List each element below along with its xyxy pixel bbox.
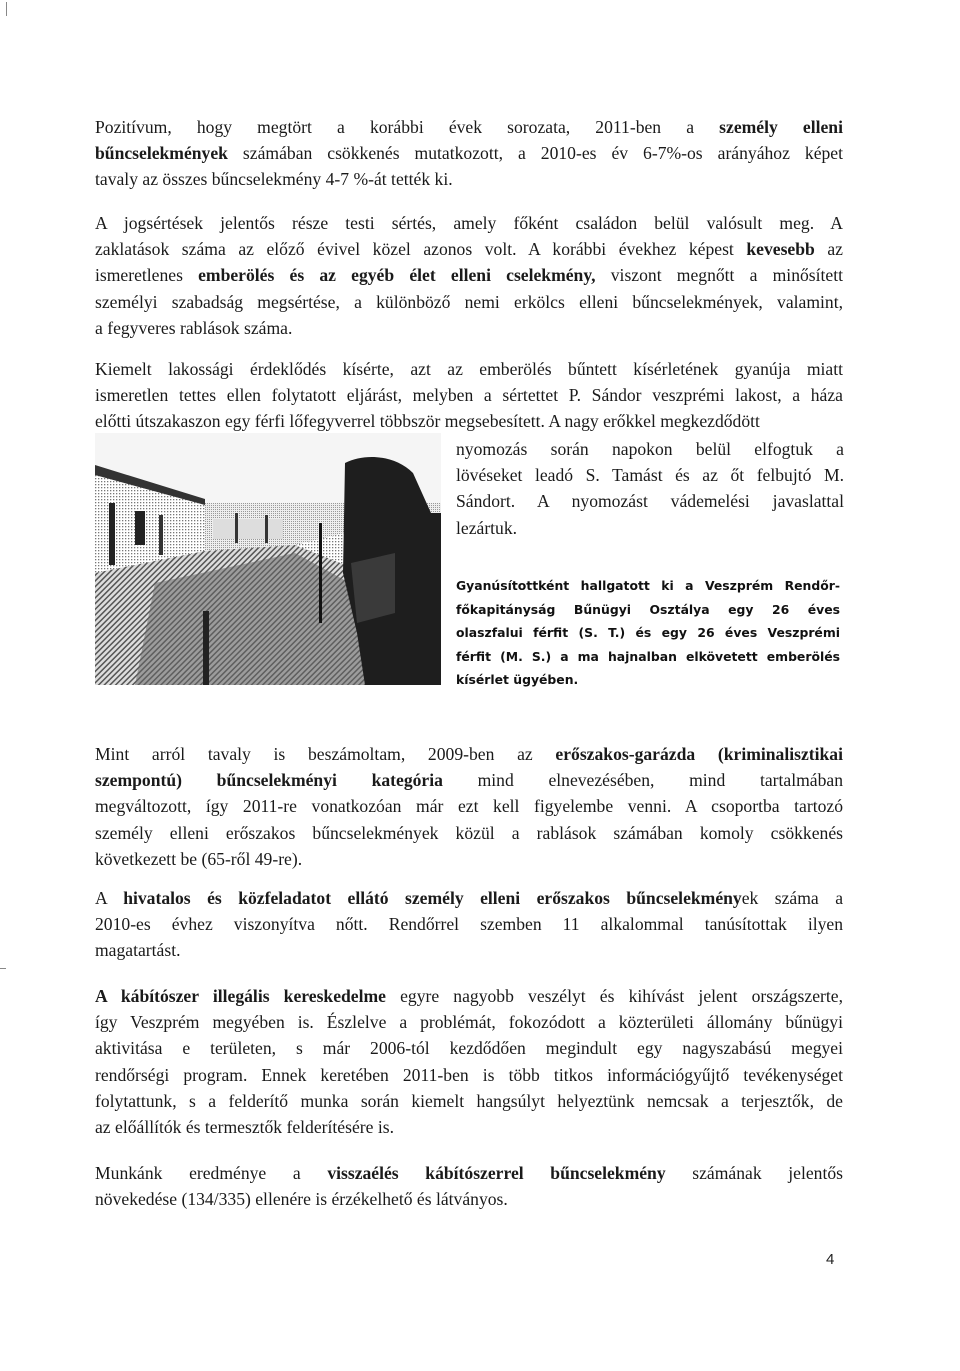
text-line: Kiemelt lakossági érdeklődés kísérte, azt az emberölés bűntett kísérletének gyanúja miatt (95, 359, 843, 379)
text-line: A hivatalos és közfeladatot ellátó személy elleni erőszakos bűncselekmények száma a (95, 888, 844, 908)
paragraph-2 (95, 210, 843, 341)
text-line: személy elleni erőszakos bűncselekmények közül a rablások számában komoly csökkenés (95, 822, 843, 843)
text-line: magatartást. (95, 940, 181, 961)
text-line: megváltozott, így 2011-re vonatkozóan már ezt kell figyelembe venni. A csoportba tartozó (95, 796, 843, 817)
text-line: aktivitása e területen, s már 2006-tól kezdődően megindult egy nagyszabású megyei (95, 1038, 843, 1059)
text-line: a fegyveres rablások száma. (95, 317, 293, 338)
text-line: Munkánk eredménye a visszaélés kábítószerrel bűncselekmény számának jelentős (95, 1163, 843, 1183)
text-line: ismeretlen tettes ellen folytatott eljárást, melyben a sértettet P. Sándor veszprémi lakost, a háza (95, 385, 843, 406)
text-line: nyomozás során napokon belül elfogtuk a (456, 439, 844, 459)
photo-caption (456, 574, 840, 692)
text-line: folytattunk, s a felderítő munka során kiemelt hangsúlyt helyeztünk nemcsak a terjesztők, de (95, 1090, 843, 1111)
text-line: következett be (65-ről 49-re). (95, 848, 303, 869)
text-line: növekedése (134/335) ellenére is érzékelhető és látványos. (95, 1189, 508, 1210)
paragraph-7 (95, 1160, 843, 1212)
text-line: előtti útszakaszon egy férfi lőfegyverrel többször megsebesített. A nagy erőkkel megkezdődött (95, 411, 760, 432)
caption-line: Gyanúsítottként hallgatott ki a Veszprém Rendőr- (456, 578, 840, 593)
paragraph-6 (95, 983, 843, 1140)
paragraph-1 (95, 114, 843, 193)
paragraph-3 (95, 356, 843, 435)
text-line: A jogsértések jelentős része testi sértés, amely főként családon belül valósult meg. A (95, 213, 843, 233)
bold-text: visszaélés kábítószerrel bűncselekmény (327, 1163, 666, 1183)
text-line: rendőrségi program. Ennek keretében 2011-ben is több titkos információgyűjtő tevékenységet (95, 1064, 843, 1085)
caption-line: kísérlet ügyében. (456, 672, 579, 688)
bold-text: erőszakos-garázda (kriminalisztikai (555, 744, 843, 764)
text-line: Pozitívum, hogy megtört a korábbi évek sorozata, 2011-ben a személy elleni (95, 117, 843, 137)
text-line: az előállítók és termesztők felderítésére is. (95, 1117, 394, 1138)
bold-text: bűncselekmények (95, 143, 228, 164)
text-line: bűncselekmények számában csökkenés mutatkozott, a 2010-es év 6-7%-os arányához képet (95, 143, 843, 164)
bold-text: hivatalos és közfeladatot ellátó személy elleni erőszakos bűncselekmény (123, 888, 742, 908)
paragraph-3-continued (456, 436, 844, 541)
caption-line: olaszfalui férfit (S. T.) és egy 26 éves Veszprémi (456, 625, 840, 641)
text-line: lövéseket leadó S. Tamást és az őt felbujtó M. (456, 465, 844, 486)
paragraph-5 (95, 885, 843, 964)
scan-edge-mark (0, 968, 6, 969)
bold-text: A kábítószer illegális kereskedelme (95, 986, 386, 1006)
text-line: tavaly az összes bűncselekmény 4-7 %-át tették ki. (95, 169, 453, 190)
street-scene-photo (95, 433, 441, 685)
page-number: 4 (826, 1251, 835, 1268)
text-line: A kábítószer illegális kereskedelme egyre nagyobb veszélyt és kihívást jelent országszerte, (95, 986, 843, 1006)
text-line: személyi szabadság megsértése, a különböző nemi erkölcs elleni bűncselekmények, valamint, (95, 291, 843, 312)
caption-line: főkapitányság Bűnügyi Osztálya egy 26 éves (456, 601, 840, 617)
text-line: 2010-es évhez viszonyítva nőtt. Rendőrrel szemben 11 alkalommal tanúsítottak ilyen (95, 914, 843, 935)
bold-text: szempontú) bűncselekményi kategória (95, 770, 443, 791)
bold-text: kevesebb (746, 239, 815, 260)
text-line: Mint arról tavaly is beszámoltam, 2009-ben az erőszakos-garázda (kriminalisztikai (95, 744, 843, 764)
scan-edge-mark (6, 2, 7, 16)
text-line: így Veszprém megyében is. Észlelve a problémát, fokozódott a közterületi állomány bűnügyi (95, 1012, 843, 1033)
text-line: ismeretlenes emberölés és az egyéb élet elleni cselekmény, viszont megnőtt a minősített (95, 265, 843, 286)
text-line: lezártuk. (456, 517, 518, 538)
text-line: Sándort. A nyomozást vádemelési javaslattal (456, 491, 844, 512)
text-line: szempontú) bűncselekményi kategória mind elnevezésében, mind tartalmában (95, 770, 843, 791)
caption-line: férfit (M. S.) a ma hajnalban elkövetett emberölés (456, 648, 840, 664)
bold-text: emberölés és az egyéb élet elleni cselekmény, (198, 265, 596, 286)
paragraph-4 (95, 741, 843, 872)
text-line: zaklatások száma az előző évivel közel azonos volt. A korábbi évekhez képest kevesebb az (95, 239, 843, 260)
bold-text: személy elleni (719, 117, 843, 137)
